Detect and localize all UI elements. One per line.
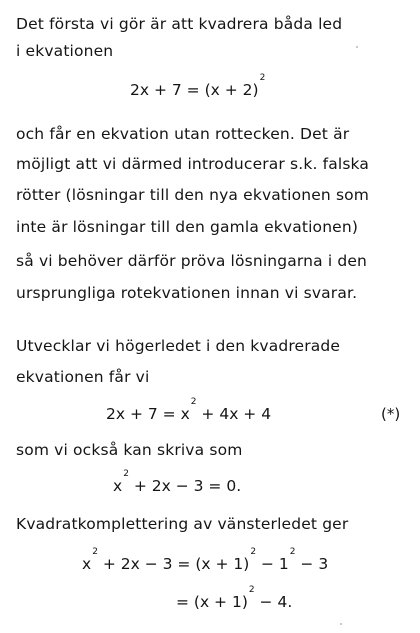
- text-line: inte är lösningar till den gamla ekvationen): [16, 218, 359, 236]
- text-line: möjligt att vi därmed introducerar s.k. falska: [16, 155, 370, 173]
- equation-result: = $(x + 1)^2 - 4$.: [176, 585, 293, 611]
- equation-completed-square: $x^2 + 2x - 3 = (x + 1)^2 - 1^2 - 3$: [82, 547, 329, 573]
- text-line: Utvecklar vi högerledet i den kvadrerade: [16, 337, 341, 355]
- text-line: ursprungliga rotekvationen innan vi svarar.: [16, 284, 358, 302]
- equation-tag: (*): [381, 405, 401, 423]
- text-line: och får en ekvation utan rottecken. Det är: [16, 125, 350, 143]
- text-line: som vi också kan skriva som: [16, 441, 243, 459]
- text-line: Det första vi gör är att kvadrera båda led: [16, 15, 343, 33]
- text-line: Kvadratkomplettering av vänsterledet ger: [16, 515, 349, 533]
- text-line: rötter (lösningar till den nya ekvationen som: [16, 186, 370, 204]
- text-line: så vi behöver därför pröva lösningarna i den: [16, 252, 368, 270]
- paper-speck: [356, 46, 358, 48]
- text-line: i ekvationen: [16, 42, 114, 60]
- equation-quadratic: $x^2 + 2x - 3 = 0$.: [113, 469, 242, 495]
- paper-speck: [340, 623, 342, 625]
- text-line: ekvationen får vi: [16, 368, 150, 386]
- equation-expanded: $2x + 7 = x^2 + 4x + 4$: [106, 397, 272, 423]
- equation-squared: $2x + 7 = (x + 2)^2$: [130, 73, 266, 99]
